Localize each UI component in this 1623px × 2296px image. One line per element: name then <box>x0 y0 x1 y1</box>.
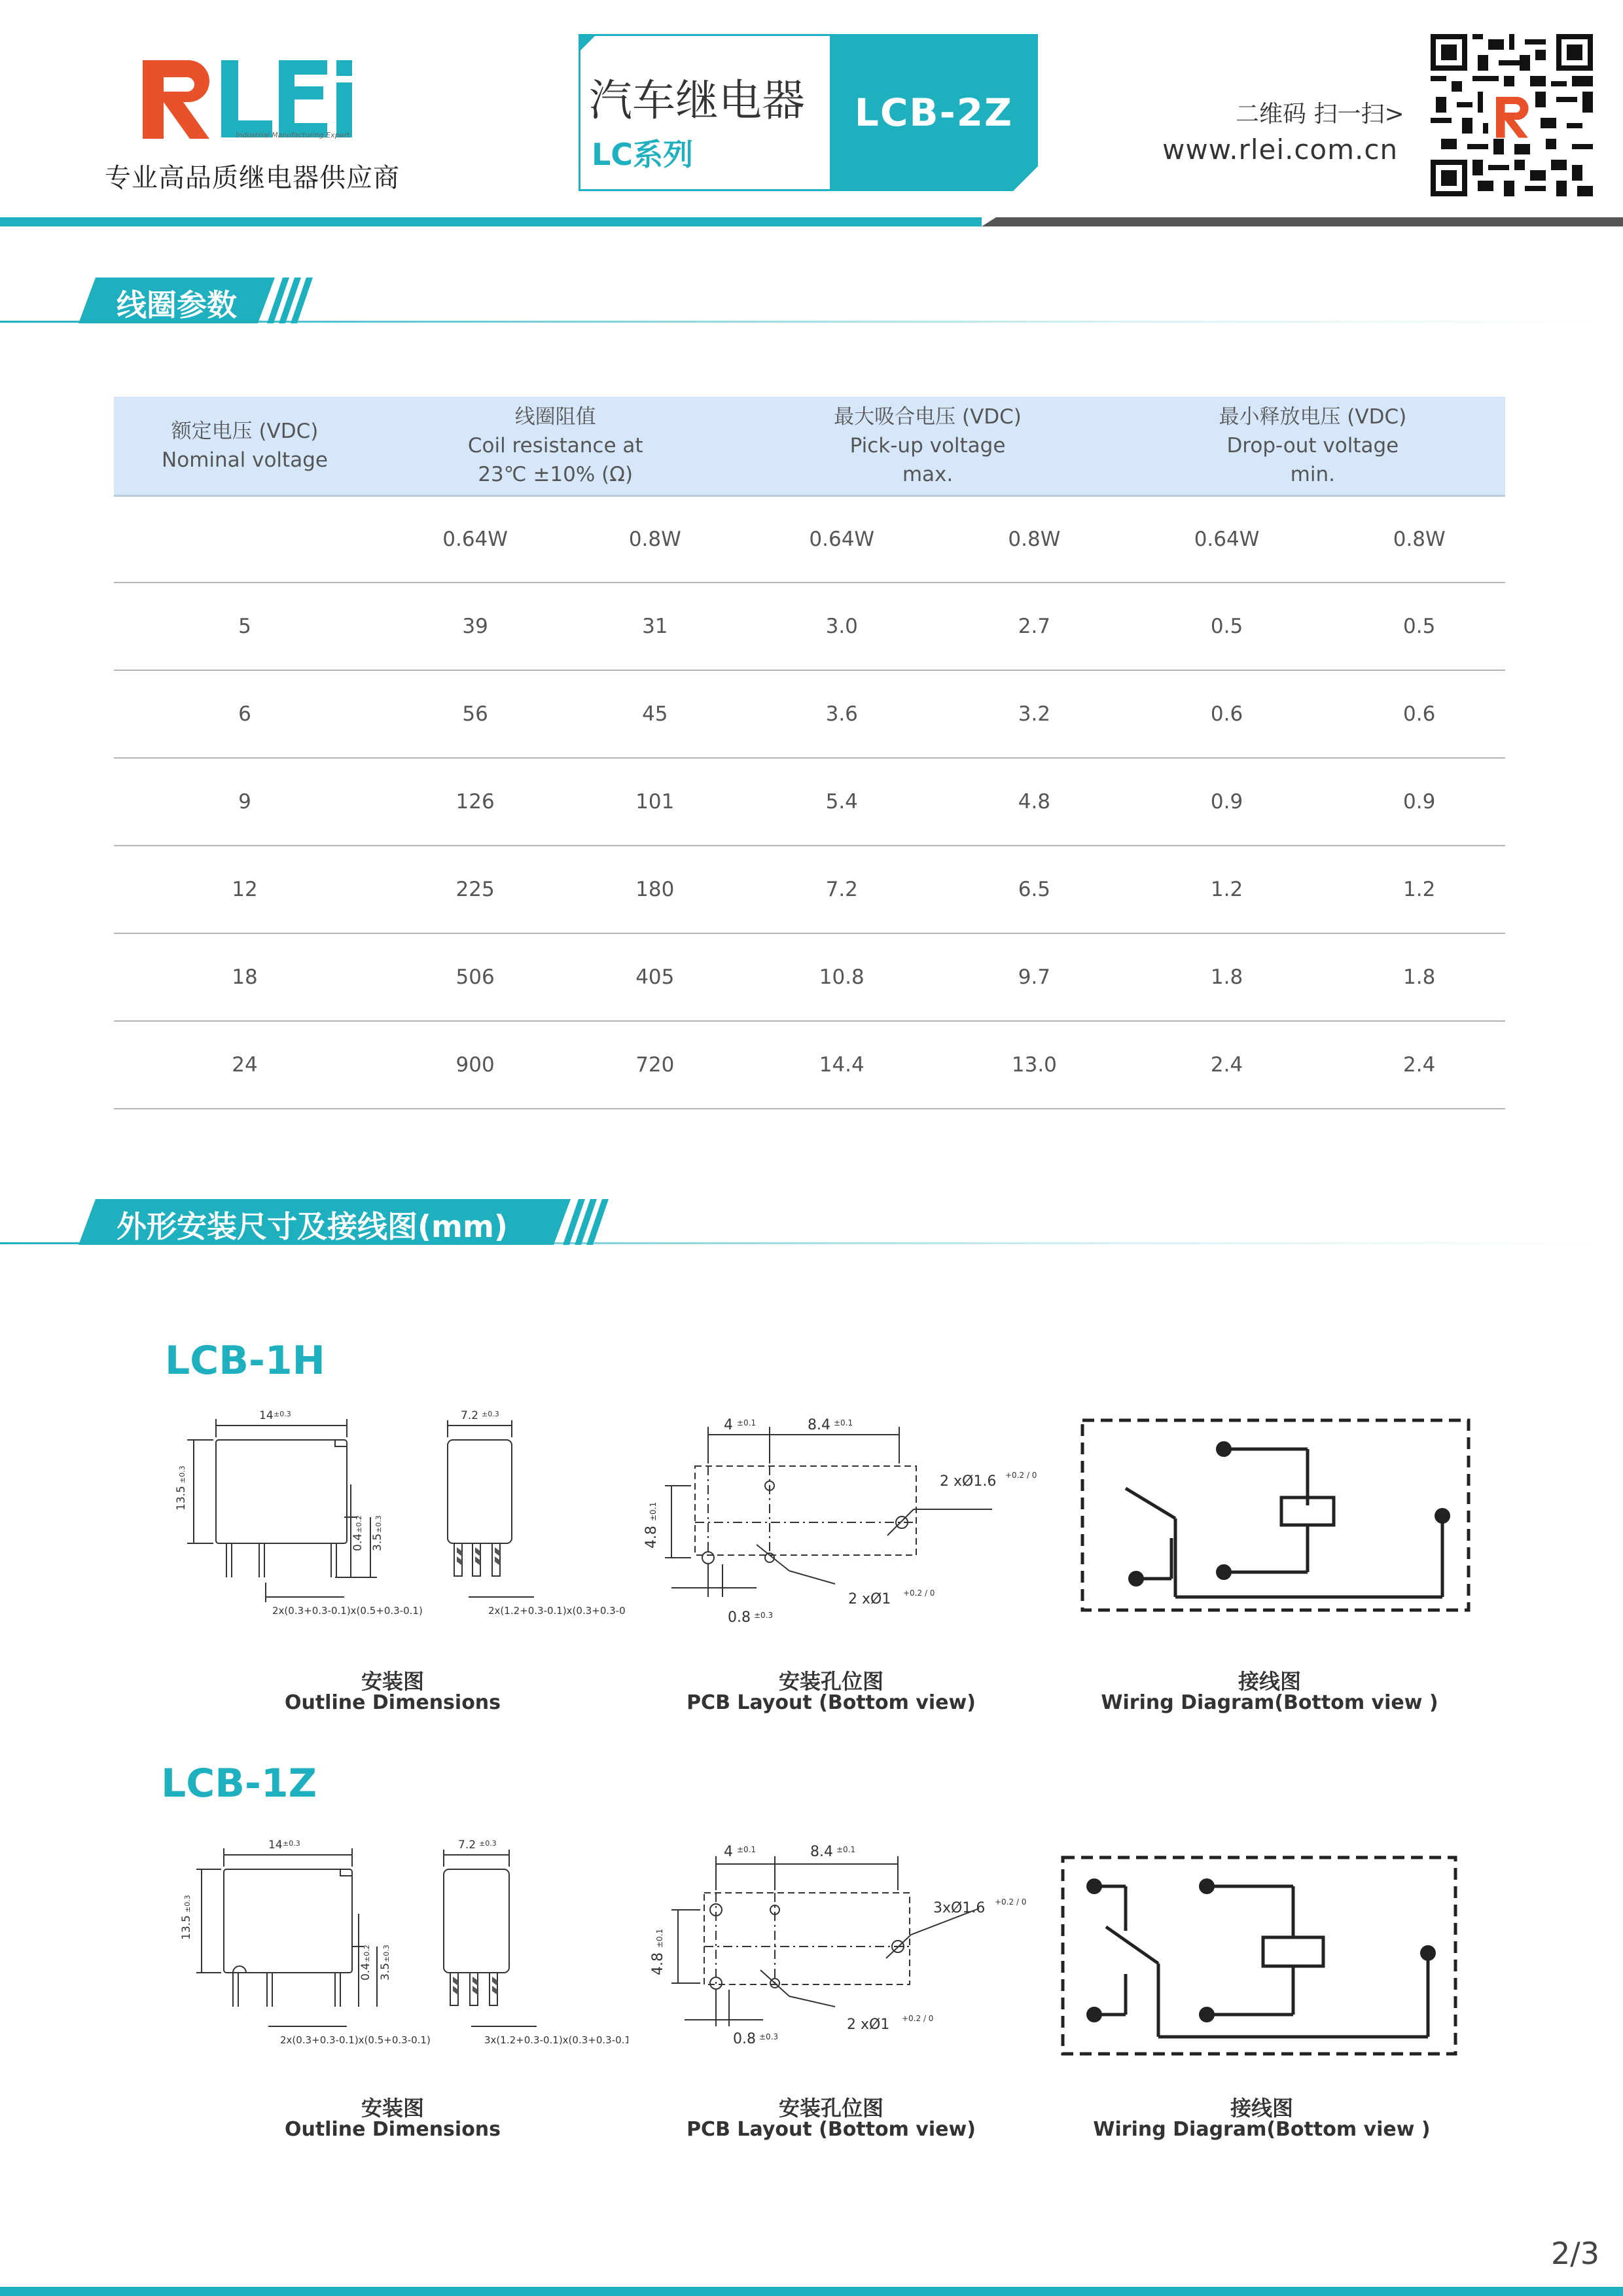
table-cell: 3.6 <box>735 670 948 758</box>
pcb-hole-small-1h: 2 xØ1 <box>848 1591 891 1607</box>
section-title-coil: 线圈参数 <box>116 287 237 323</box>
dim-width-1h: 14 <box>259 1409 274 1422</box>
pcb-hole-small-tol-1z: +0.2 / 0 <box>902 2014 934 2023</box>
dim-d2-tol-1h: ±0.3 <box>374 1515 383 1533</box>
table-row <box>114 933 1505 1021</box>
dim-d1-tol-1z: ±0.2 <box>363 1945 371 1962</box>
dim-height-1z: 13.5 <box>180 1915 193 1940</box>
table-cell: 2.4 <box>1333 1021 1505 1109</box>
table-cell: 0.9 <box>1120 758 1334 846</box>
table-cell: 5.4 <box>735 758 948 846</box>
pcb-layout-1z <box>626 1830 1058 2068</box>
label-wiring-cn-1z: 接线图 <box>1230 2096 1293 2121</box>
pcb-dim-a-tol-1h: ±0.1 <box>737 1418 757 1427</box>
header-nominal-voltage: 额定电压 (VDC) Nominal voltage <box>114 397 376 496</box>
product-title: 汽车继电器 <box>589 75 805 126</box>
header-divider-dark <box>982 217 1623 226</box>
wiring-diagram-1z <box>1054 1839 1466 2064</box>
table-cell: 0.9 <box>1333 758 1505 846</box>
table-header-row <box>114 397 1505 496</box>
table-cell: 1.2 <box>1120 846 1334 933</box>
pcb-dim-h-1h: 4.8 <box>643 1526 660 1549</box>
pcb-dim-b-1h: 8.4 <box>808 1417 830 1433</box>
outline-drawing-1z <box>170 1835 628 2067</box>
brand-logo <box>137 54 373 145</box>
subheader-cell <box>114 496 376 583</box>
label-outline-en-1z: Outline Dimensions <box>284 2118 501 2141</box>
table-cell: 9 <box>114 758 376 846</box>
model-title-lcb-1h: LCB-1H <box>165 1338 325 1384</box>
pcb-dim-b-1z: 8.4 <box>810 1844 833 1860</box>
table-cell: 6 <box>114 670 376 758</box>
table-cell: 56 <box>376 670 575 758</box>
subheader-cell: 0.64W <box>735 496 948 583</box>
coil-parameters-table <box>114 397 1505 1109</box>
qr-code[interactable] <box>1431 34 1593 196</box>
page-number: 2/3 <box>1551 2236 1600 2271</box>
table-row <box>114 670 1505 758</box>
dim-d2-1z: 3.5 <box>379 1962 392 1981</box>
table-cell: 18 <box>114 933 376 1021</box>
dim-d2-tol-1z: ±0.3 <box>382 1945 391 1962</box>
pcb-hole-large-tol-1h: +0.2 / 0 <box>1005 1471 1037 1480</box>
dim-height-tol-1h: ±0.3 <box>178 1465 187 1483</box>
table-cell: 3.2 <box>948 670 1120 758</box>
pcb-hole-small-1z: 2 xØ1 <box>847 2017 890 2033</box>
title-corner-decor-2 <box>1013 166 1038 191</box>
subheader-cell: 0.64W <box>376 496 575 583</box>
footer-bar <box>0 2287 1623 2296</box>
table-cell: 0.5 <box>1120 583 1334 670</box>
pcb-dim-a-tol-1z: ±0.1 <box>737 1845 757 1854</box>
table-cell: 126 <box>376 758 575 846</box>
dim-d2-1h: 3.5 <box>371 1533 384 1551</box>
table-cell: 180 <box>575 846 735 933</box>
table-row <box>114 583 1505 670</box>
dim-depth-1z: 7.2 <box>458 1839 476 1852</box>
table-cell: 0.5 <box>1333 583 1505 670</box>
pcb-dim-h-tol-1h: ±0.1 <box>649 1501 658 1521</box>
dim-d1-tol-1h: ±0.2 <box>355 1515 363 1533</box>
table-cell: 4.8 <box>948 758 1120 846</box>
header-coil-resistance: 线圈阻值 Coil resistance at 23℃ ±10% (Ω) <box>376 397 735 496</box>
table-cell: 720 <box>575 1021 735 1109</box>
outline-drawing-1h <box>168 1406 626 1638</box>
table-subheader-row <box>114 496 1505 583</box>
pcb-hole-large-1h: 2 xØ1.6 <box>940 1473 997 1490</box>
wiring-diagram-1h <box>1073 1407 1479 1626</box>
pcb-dim-a-1h: 4 <box>724 1417 733 1433</box>
pcb-dim-h-tol-1z: ±0.1 <box>655 1928 664 1948</box>
table-row <box>114 758 1505 846</box>
pcb-dim-b-tol-1h: ±0.1 <box>834 1418 853 1427</box>
table-cell: 9.7 <box>948 933 1120 1021</box>
series-label: LC系列 <box>592 137 694 172</box>
table-cell: 3.0 <box>735 583 948 670</box>
pcb-dim-a-1z: 4 <box>724 1844 733 1860</box>
pcb-dim-c-tol-1h: ±0.3 <box>754 1611 774 1620</box>
table-cell: 405 <box>575 933 735 1021</box>
table-cell: 5 <box>114 583 376 670</box>
table-cell: 45 <box>575 670 735 758</box>
subheader-cell: 0.8W <box>575 496 735 583</box>
header-dropout-voltage: 最小释放电压 (VDC) Drop-out voltage min. <box>1120 397 1505 496</box>
table-cell: 101 <box>575 758 735 846</box>
pcb-hole-small-tol-1h: +0.2 / 0 <box>903 1588 935 1598</box>
table-cell: 2.4 <box>1120 1021 1334 1109</box>
label-pcb-cn-1h: 安装孔位图 <box>778 1669 883 1694</box>
dim-d1-1z: 0.4 <box>359 1962 372 1981</box>
table-cell: 1.8 <box>1120 933 1334 1021</box>
section-title-dimensions: 外形安装尺寸及接线图(mm) <box>116 1209 508 1244</box>
header-divider-teal <box>0 217 982 226</box>
table-cell: 6.5 <box>948 846 1120 933</box>
pcb-dim-c-1h: 0.8 <box>728 1609 751 1626</box>
table-cell: 31 <box>575 583 735 670</box>
dim-pins-b-1z: 3x(1.2+0.3-0.1)x(0.3+0.3-0.1) <box>484 2034 628 2046</box>
banner-stripes-dimensions <box>563 1199 609 1245</box>
table-cell: 2.7 <box>948 583 1120 670</box>
pcb-hole-large-1z: 3xØ1.6 <box>933 1900 986 1916</box>
dim-height-1h: 13.5 <box>175 1486 188 1511</box>
table-cell: 24 <box>114 1021 376 1109</box>
table-cell: 0.6 <box>1120 670 1334 758</box>
table-cell: 10.8 <box>735 933 948 1021</box>
table-cell: 225 <box>376 846 575 933</box>
pcb-dim-b-tol-1z: ±0.1 <box>836 1845 856 1854</box>
website-url[interactable]: www.rlei.com.cn <box>1162 134 1399 166</box>
qr-label: 二维码 扫一扫> <box>1236 101 1404 128</box>
table-cell: 1.2 <box>1333 846 1505 933</box>
table-cell: 12 <box>114 846 376 933</box>
dim-depth-1h: 7.2 <box>461 1409 479 1422</box>
pcb-dim-c-1z: 0.8 <box>733 2031 756 2047</box>
dim-pins-a-1h: 2x(0.3+0.3-0.1)x(0.5+0.3-0.1) <box>272 1605 423 1617</box>
dim-height-tol-1z: ±0.3 <box>183 1895 192 1912</box>
header-pickup-voltage: 最大吸合电压 (VDC) Pick-up voltage max. <box>735 397 1120 496</box>
table-cell: 39 <box>376 583 575 670</box>
label-outline-cn-1z: 安装图 <box>361 2096 424 2121</box>
dim-width-tol-1z: ±0.3 <box>283 1839 300 1848</box>
dim-d1-1h: 0.4 <box>351 1533 365 1551</box>
label-wiring-cn-1h: 接线图 <box>1238 1669 1301 1694</box>
banner-stripes-coil <box>267 278 313 323</box>
subheader-cell: 0.8W <box>1333 496 1505 583</box>
label-outline-en-1h: Outline Dimensions <box>284 1691 501 1714</box>
label-pcb-en-1z: PCB Layout (Bottom view) <box>687 2118 976 2141</box>
dim-width-1z: 14 <box>268 1839 283 1852</box>
subheader-cell: 0.8W <box>948 496 1120 583</box>
pcb-hole-large-tol-1z: +0.2 / 0 <box>995 1897 1027 1907</box>
table-row <box>114 846 1505 933</box>
table-cell: 13.0 <box>948 1021 1120 1109</box>
table-cell: 900 <box>376 1021 575 1109</box>
qr-code-image <box>1431 34 1593 196</box>
dim-depth-tol-1h: ±0.3 <box>482 1410 499 1418</box>
dim-depth-tol-1z: ±0.3 <box>479 1839 497 1848</box>
label-wiring-en-1h: Wiring Diagram(Bottom view ) <box>1101 1691 1438 1714</box>
dim-pins-b-1h: 2x(1.2+0.3-0.1)x(0.3+0.3-0.1) <box>488 1605 626 1617</box>
table-cell: 1.8 <box>1333 933 1505 1021</box>
dim-width-tol-1h: ±0.3 <box>274 1410 291 1418</box>
label-wiring-en-1z: Wiring Diagram(Bottom view ) <box>1093 2118 1431 2141</box>
table-row <box>114 1021 1505 1109</box>
logo-tagline: 专业高品质继电器供应商 <box>105 163 400 193</box>
model-number: LCB-2Z <box>854 90 1014 135</box>
model-title-lcb-1z: LCB-1Z <box>161 1761 317 1806</box>
label-outline-cn-1h: 安装图 <box>361 1669 424 1694</box>
label-pcb-en-1h: PCB Layout (Bottom view) <box>687 1691 976 1714</box>
logo-subtext: Industrial Manufacturing Expert <box>236 131 350 139</box>
pcb-layout-1h <box>626 1401 1058 1639</box>
table-cell: 7.2 <box>735 846 948 933</box>
table-cell: 506 <box>376 933 575 1021</box>
pcb-dim-h-1z: 4.8 <box>650 1952 666 1975</box>
title-corner-decor <box>579 34 597 52</box>
label-pcb-cn-1z: 安装孔位图 <box>778 2096 883 2121</box>
table-cell: 14.4 <box>735 1021 948 1109</box>
table-cell: 0.6 <box>1333 670 1505 758</box>
dim-pins-a-1z: 2x(0.3+0.3-0.1)x(0.5+0.3-0.1) <box>280 2034 431 2046</box>
subheader-cell: 0.64W <box>1120 496 1334 583</box>
pcb-dim-c-tol-1z: ±0.3 <box>759 2032 779 2041</box>
